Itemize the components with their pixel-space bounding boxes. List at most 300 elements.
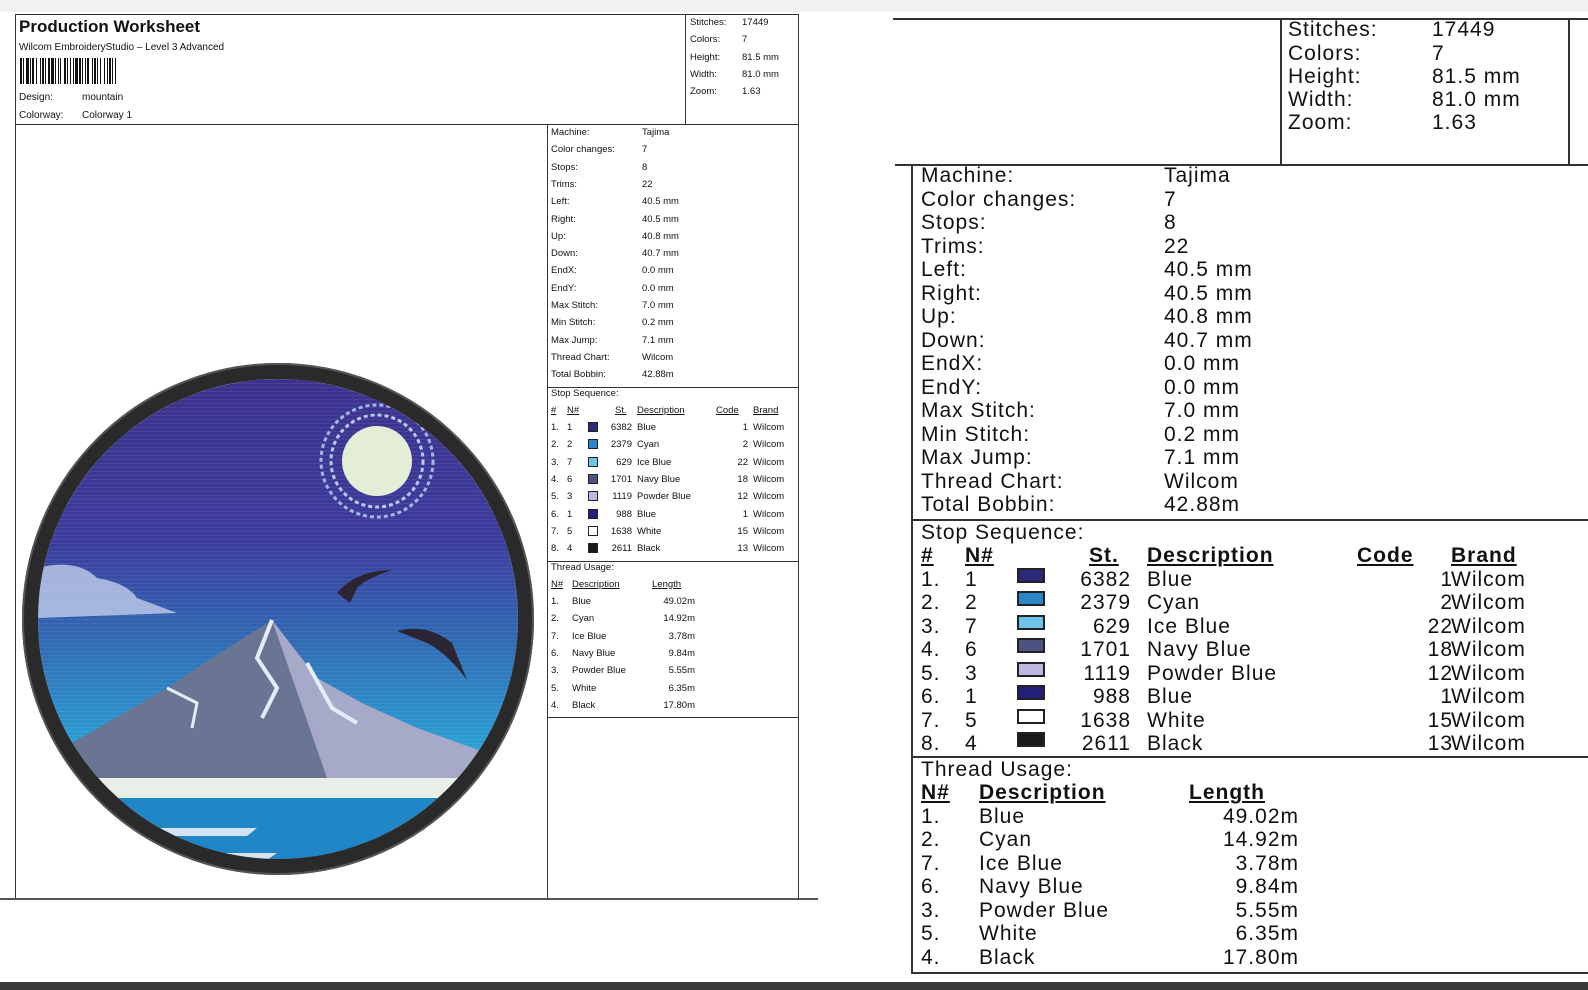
machine-info-row <box>551 196 679 208</box>
machine-info-row <box>921 328 1253 353</box>
col-header-st: St. <box>615 404 627 416</box>
color-swatch <box>1017 709 1045 724</box>
machine-info-value: 7.1 mm <box>642 334 674 346</box>
barcode-bar <box>94 58 96 84</box>
machine-info-value: 0.0 mm <box>642 265 674 277</box>
machine-info-value: 0.0 mm <box>1164 352 1241 375</box>
stop-code: 18 <box>737 474 748 485</box>
stop-description: Black <box>1147 732 1204 755</box>
stop-code: 1 <box>742 422 748 434</box>
machine-info-row <box>551 144 648 156</box>
barcode-bar <box>30 58 31 84</box>
zoom-label-large: Zoom: <box>1288 111 1353 134</box>
machine-info-value: 40.5 mm <box>642 213 679 225</box>
barcode-bar <box>40 58 41 84</box>
stop-brand: Wilcom <box>1451 708 1526 732</box>
col-header-n: N# <box>551 578 564 590</box>
thread-length: 49.02m <box>663 596 695 608</box>
machine-info-row <box>551 265 674 277</box>
stop-description: Navy Blue <box>1147 638 1252 661</box>
width-label: Width: <box>690 69 717 80</box>
barcode-bar <box>75 58 78 84</box>
width-label-large: Width: <box>1288 88 1354 111</box>
color-swatch <box>588 509 598 519</box>
machine-info-value: 42.88m <box>1164 493 1241 516</box>
stop-description: Ice Blue <box>1147 614 1231 638</box>
height-label-large: Height: <box>1288 65 1362 88</box>
thread-length: 9.84m <box>1235 875 1299 898</box>
machine-info-label: Trims: <box>921 234 985 258</box>
stop-num: 7. <box>921 708 941 732</box>
embroidery-design-image <box>17 358 539 880</box>
stop-description: Powder Blue <box>1147 661 1278 685</box>
stop-needle: 4 <box>965 732 978 755</box>
stop-needle: 2 <box>965 591 978 614</box>
machine-info-label: Stops: <box>921 211 987 234</box>
machine-info-value: 8 <box>642 161 648 173</box>
stop-needle: 3 <box>567 491 573 503</box>
machine-info-value: 0.2 mm <box>642 317 674 329</box>
color-swatch <box>1017 591 1045 606</box>
zoom-value: 1.63 <box>742 86 761 97</box>
stop-code: 1 <box>1440 685 1453 708</box>
top-band <box>0 0 1588 12</box>
barcode-bar <box>104 58 105 84</box>
col-header-n: N# <box>567 404 580 416</box>
machine-info-label: Left: <box>921 258 967 281</box>
machine-info-value: 40.5 mm <box>642 196 679 208</box>
stop-num: 5. <box>921 661 941 685</box>
stats-panel-large <box>1280 18 1570 166</box>
machine-info-label: Max Jump: <box>921 446 1033 469</box>
machine-info-label: Color changes: <box>551 144 615 156</box>
stop-stitches: 1119 <box>612 491 632 503</box>
machine-info-row <box>551 300 674 311</box>
machine-info-label: Total Bobbin: <box>551 369 606 381</box>
thread-num: 2. <box>921 828 941 851</box>
color-swatch <box>588 422 598 432</box>
machine-info-value: 0.2 mm <box>1164 422 1241 446</box>
thread-length: 5.55m <box>1235 898 1299 922</box>
stop-description: Ice Blue <box>637 456 672 468</box>
machine-info-row <box>551 351 674 363</box>
stop-num: 6. <box>551 508 559 520</box>
stop-num: 8. <box>551 543 559 555</box>
stop-stitches: 988 <box>616 508 632 520</box>
stop-needle: 1 <box>965 567 978 591</box>
col-header-brand: Brand <box>753 404 779 416</box>
barcode-bar <box>20 58 22 84</box>
machine-info-row <box>551 213 679 225</box>
machine-info-value: 22 <box>642 178 653 190</box>
col-header-num: # <box>551 404 557 416</box>
height-label: Height: <box>690 52 721 63</box>
colors-value-large: 7 <box>1432 42 1445 65</box>
color-swatch <box>588 439 598 449</box>
machine-info-row <box>921 375 1241 400</box>
stop-stitches: 1701 <box>610 474 632 485</box>
stop-code: 1 <box>742 508 748 520</box>
stop-brand: Wilcom <box>753 491 785 503</box>
thread-description: Ice Blue <box>979 851 1063 875</box>
color-swatch <box>1017 568 1045 583</box>
barcode-bar <box>26 58 29 84</box>
thread-length: 3.78m <box>1235 851 1299 875</box>
machine-info-label: Down: <box>921 328 986 352</box>
machine-info-value: 40.7 mm <box>642 248 679 260</box>
machine-info-row <box>921 305 1253 329</box>
stop-num: 8. <box>921 732 941 755</box>
machine-info-label: EndY: <box>551 282 577 294</box>
machine-info-row <box>921 258 1253 282</box>
stop-stitches: 6382 <box>610 422 632 434</box>
colors-value: 7 <box>742 34 748 45</box>
thread-description: Navy Blue <box>979 875 1084 898</box>
thread-description: Black <box>572 699 596 711</box>
thread-num: 6. <box>551 648 559 659</box>
design-row <box>19 92 124 103</box>
thread-num: 7. <box>551 630 559 642</box>
thread-description: Cyan <box>572 613 595 625</box>
machine-info-value: 8 <box>1164 211 1177 234</box>
barcode-bar <box>112 58 113 84</box>
color-swatch <box>1017 732 1045 747</box>
machine-info-row <box>551 127 670 138</box>
colors-label: Colors: <box>690 34 721 45</box>
machine-info-label: Max Stitch: <box>921 399 1036 422</box>
stop-description: White <box>1147 708 1206 732</box>
stop-brand: Wilcom <box>753 508 785 520</box>
stop-num: 4. <box>921 638 941 661</box>
stop-sequence-title: Stop Sequence: <box>921 520 1085 544</box>
machine-info-label: EndY: <box>921 375 983 399</box>
width-value: 81.0 mm <box>742 69 779 80</box>
thread-num: 6. <box>921 875 941 898</box>
stop-brand: Wilcom <box>753 422 785 434</box>
stop-code: 2 <box>1440 591 1453 614</box>
col-header-code: Code <box>1357 544 1414 567</box>
color-swatch <box>588 491 598 501</box>
color-swatch <box>588 457 598 467</box>
machine-info-label: Left: <box>551 196 570 208</box>
machine-info-label: Right: <box>551 213 576 225</box>
stop-needle: 7 <box>567 456 573 468</box>
machine-info-value: Tajima <box>642 127 670 138</box>
stop-code: 12 <box>1427 661 1453 685</box>
height-value-large: 81.5 mm <box>1432 65 1521 88</box>
machine-info-label: Max Stitch: <box>551 300 598 311</box>
bottom-band <box>0 982 1588 990</box>
col-header-st: St. <box>1089 544 1119 567</box>
machine-info-label: Right: <box>921 281 982 305</box>
stop-description: Blue <box>1147 567 1194 591</box>
stop-code: 2 <box>742 439 748 451</box>
machine-info-value: 7.0 mm <box>1164 399 1241 422</box>
barcode-bar <box>45 58 46 84</box>
colors-label-large: Colors: <box>1288 42 1362 65</box>
barcode-bar <box>97 58 98 84</box>
machine-info-label: Thread Chart: <box>551 351 610 363</box>
right-bottom-rule <box>911 972 1588 974</box>
col-header-length: Length <box>652 578 682 590</box>
stop-needle: 7 <box>965 614 978 638</box>
machine-info-row <box>921 281 1253 306</box>
stop-brand: Wilcom <box>753 543 785 555</box>
thread-num: 5. <box>551 682 559 694</box>
stop-code: 15 <box>737 525 748 537</box>
stop-brand: Wilcom <box>753 474 785 485</box>
stats-panel-small <box>686 15 798 125</box>
machine-info-label: Max Jump: <box>551 334 598 346</box>
machine-info-value: 7.0 mm <box>642 300 674 311</box>
color-swatch <box>1017 685 1045 700</box>
barcode-bar <box>36 58 37 84</box>
thread-num: 2. <box>551 613 559 625</box>
stop-num: 5. <box>551 491 559 503</box>
machine-info-label: EndX: <box>551 265 577 277</box>
stitches-label-large: Stitches: <box>1288 18 1378 41</box>
stop-brand: Wilcom <box>1451 591 1526 614</box>
stop-stitches: 2611 <box>1081 732 1131 755</box>
barcode-bar <box>82 58 83 84</box>
machine-info-row <box>921 422 1241 447</box>
machine-info-label: Up: <box>551 230 566 242</box>
stop-sequence-title: Stop Sequence: <box>551 387 619 399</box>
barcode-bar <box>58 58 59 84</box>
stop-stitches: 988 <box>1092 685 1131 708</box>
thread-length: 9.84m <box>668 648 695 659</box>
thread-description: Powder Blue <box>979 898 1110 922</box>
machine-info-value: Wilcom <box>642 351 674 363</box>
col-header-n: N# <box>965 544 994 567</box>
barcode-bar <box>51 58 54 84</box>
stitches-value-large: 17449 <box>1432 18 1496 41</box>
thread-num: 3. <box>921 898 941 922</box>
col-header-num: # <box>921 544 934 567</box>
machine-info-label: Trims: <box>551 178 578 190</box>
stop-stitches: 1638 <box>1080 708 1131 732</box>
stop-needle: 1 <box>965 685 978 708</box>
machine-info-value: 0.0 mm <box>642 282 674 294</box>
thread-description: White <box>979 922 1038 945</box>
col-header-description: Description <box>979 781 1106 804</box>
thread-description: Navy Blue <box>572 648 616 659</box>
color-swatch <box>588 543 598 553</box>
machine-info-row <box>921 469 1239 494</box>
machine-info-value: 0.0 mm <box>1164 375 1241 399</box>
machine-info-value: 42.88m <box>642 369 674 381</box>
thread-num: 1. <box>921 804 941 828</box>
stop-num: 1. <box>921 567 941 591</box>
barcode-bar <box>85 58 86 84</box>
thread-length: 5.55m <box>668 665 695 677</box>
thread-length: 14.92m <box>663 613 695 625</box>
thread-description: Blue <box>572 596 592 608</box>
thread-num: 3. <box>551 665 559 677</box>
stop-code: 18 <box>1427 638 1453 661</box>
stop-num: 7. <box>551 525 559 537</box>
barcode-bar <box>100 58 101 84</box>
color-swatch <box>1017 638 1045 653</box>
machine-info-row <box>551 178 653 190</box>
barcode-bar <box>48 58 50 84</box>
stop-description: Black <box>637 543 661 555</box>
stop-num: 1. <box>551 422 559 434</box>
thread-length: 17.80m <box>663 699 695 711</box>
machine-info-value: 7 <box>1164 187 1177 211</box>
thread-length: 3.78m <box>668 630 695 642</box>
machine-info-label: Down: <box>551 248 578 260</box>
stop-description: Blue <box>637 508 657 520</box>
machine-info-row <box>921 187 1177 212</box>
thread-num: 4. <box>551 699 559 711</box>
machine-info-label: Thread Chart: <box>921 469 1064 493</box>
machine-info-panel-small <box>547 125 799 899</box>
machine-info-label: Color changes: <box>921 187 1077 211</box>
thread-usage-title: Thread Usage: <box>921 757 1073 781</box>
stop-brand: Wilcom <box>1451 732 1526 755</box>
barcode-bar <box>87 58 89 84</box>
colorway-label: Colorway: <box>19 110 64 121</box>
stop-brand: Wilcom <box>753 439 785 451</box>
machine-info-row <box>551 282 674 294</box>
col-header-length: Length <box>1189 781 1265 804</box>
stop-code: 13 <box>737 543 748 555</box>
stop-needle: 4 <box>567 543 573 555</box>
left-bottom-rule <box>0 898 818 900</box>
machine-info-value: 40.8 mm <box>642 230 679 242</box>
machine-info-value: 40.5 mm <box>1164 281 1253 305</box>
thread-description: Ice Blue <box>572 630 607 642</box>
stitches-label: Stitches: <box>690 17 727 28</box>
machine-info-row <box>551 230 679 242</box>
machine-info-value: 40.8 mm <box>1164 305 1253 328</box>
stop-stitches: 2611 <box>611 543 632 555</box>
machine-info-row <box>921 211 1177 235</box>
stop-brand: Wilcom <box>1451 661 1526 685</box>
machine-info-label: Machine: <box>551 127 590 138</box>
stop-description: Blue <box>1147 685 1194 708</box>
col-header-brand: Brand <box>1451 544 1517 567</box>
thread-description: Blue <box>979 804 1026 828</box>
stop-description: White <box>637 525 662 537</box>
stop-needle: 1 <box>567 422 573 434</box>
thread-usage-title: Thread Usage: <box>551 561 614 573</box>
stop-brand: Wilcom <box>1451 638 1526 661</box>
color-swatch <box>1017 662 1045 677</box>
stop-stitches: 629 <box>1092 614 1131 638</box>
barcode-bar <box>55 58 56 84</box>
design-label: Design: <box>19 92 53 103</box>
barcode-bar <box>42 58 44 84</box>
color-swatch <box>588 474 598 484</box>
thread-length: 6.35m <box>668 682 695 694</box>
barcode-bar <box>70 58 71 84</box>
stop-code: 13 <box>1427 732 1453 755</box>
stop-description: Blue <box>637 422 657 434</box>
barcode-bar <box>73 58 74 84</box>
col-header-code: Code <box>716 404 739 416</box>
thread-length: 17.80m <box>1222 945 1299 969</box>
col-header-description: Description <box>1147 544 1274 567</box>
thread-description: Powder Blue <box>572 665 626 677</box>
machine-info-row <box>551 334 674 346</box>
design-value: mountain <box>82 92 124 103</box>
machine-info-row <box>551 248 679 260</box>
machine-info-row <box>551 317 674 329</box>
stop-stitches: 2379 <box>1080 591 1131 614</box>
stop-description: Powder Blue <box>637 491 691 503</box>
machine-info-row <box>921 493 1241 517</box>
barcode-bar <box>32 58 34 84</box>
col-header-n: N# <box>921 781 950 804</box>
color-swatch <box>588 526 598 536</box>
machine-info-value: 22 <box>1164 234 1190 258</box>
stop-description: Navy Blue <box>637 474 681 485</box>
stop-needle: 5 <box>567 525 573 537</box>
stop-num: 2. <box>921 591 941 614</box>
barcode-icon <box>20 58 212 84</box>
machine-info-row <box>921 446 1241 470</box>
barcode-bar <box>92 58 93 84</box>
zoom-value-large: 1.63 <box>1432 111 1477 134</box>
machine-info-value: 40.7 mm <box>1164 328 1253 352</box>
stop-stitches: 1701 <box>1080 638 1131 661</box>
machine-info-value: 7.1 mm <box>1164 446 1241 469</box>
thread-num: 1. <box>551 596 559 608</box>
colorway-row <box>19 110 133 121</box>
color-swatch <box>1017 615 1045 630</box>
machine-info-label: Min Stitch: <box>921 422 1031 446</box>
thread-description: White <box>572 682 597 694</box>
thread-num: 5. <box>921 922 941 945</box>
machine-info-row <box>921 399 1241 423</box>
col-header-description: Description <box>637 404 685 416</box>
machine-info-value: 7 <box>642 144 648 156</box>
thread-num: 4. <box>921 945 941 969</box>
barcode-bar <box>109 58 111 84</box>
barcode-bar <box>115 58 116 84</box>
thread-description: Black <box>979 945 1036 969</box>
stop-stitches: 2379 <box>610 439 632 451</box>
machine-info-label: Stops: <box>551 161 578 173</box>
worksheet-header <box>16 15 686 125</box>
stop-needle: 3 <box>965 661 978 685</box>
machine-info-row <box>921 352 1241 376</box>
width-value-large: 81.0 mm <box>1432 88 1521 111</box>
worksheet-subtitle: Wilcom EmbroideryStudio – Level 3 Advanced <box>19 42 225 53</box>
barcode-bar <box>60 58 61 84</box>
stop-num: 2. <box>551 439 559 451</box>
stop-needle: 1 <box>567 508 573 520</box>
stop-needle: 6 <box>567 474 573 485</box>
barcode-bar <box>107 58 108 84</box>
machine-info-row <box>921 164 1231 188</box>
barcode-bar <box>67 58 68 84</box>
stop-brand: Wilcom <box>1451 567 1526 591</box>
stop-stitches: 629 <box>616 456 632 468</box>
machine-info-label: Up: <box>921 305 957 328</box>
stop-brand: Wilcom <box>753 456 785 468</box>
machine-info-value: Tajima <box>1164 164 1231 187</box>
machine-info-panel-large <box>911 164 1588 974</box>
section-divider <box>548 717 799 718</box>
machine-info-label: Min Stitch: <box>551 317 596 329</box>
stop-brand: Wilcom <box>753 525 785 537</box>
stop-brand: Wilcom <box>1451 685 1526 708</box>
stop-stitches: 1638 <box>610 525 632 537</box>
machine-info-row <box>921 234 1190 259</box>
